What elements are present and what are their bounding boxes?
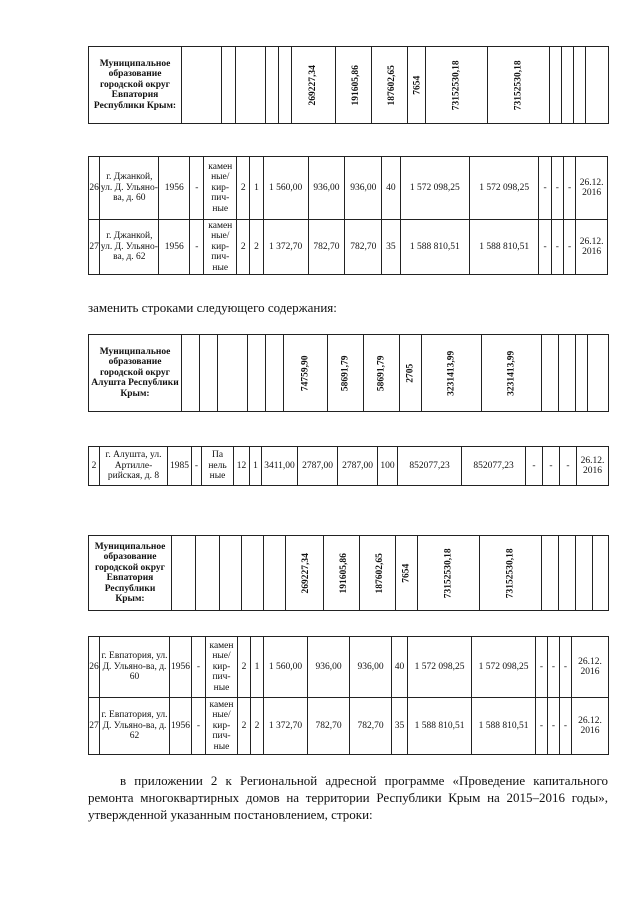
address: г. Евпатория, ул. Д. Ульяно-ва, д. 60 [100, 637, 170, 698]
cell-dash: - [190, 157, 204, 220]
residents-value: 7654 [401, 563, 412, 583]
houses-table-alushta [88, 446, 609, 486]
wall-material: Па нель ные [202, 447, 234, 486]
total-area: 1 372,70 [264, 698, 308, 755]
cost: 1 588 810,51 [472, 698, 536, 755]
cost-value: 3231413,99 [506, 350, 517, 396]
residents: 100 [378, 447, 398, 486]
wall-material: камен ные/ кир-пич-ные [204, 220, 237, 275]
residents: 40 [382, 157, 400, 220]
residents: 35 [382, 220, 400, 275]
completion-date: 26.12. 2016 [572, 698, 609, 755]
living-area: 782,70 [308, 698, 350, 755]
cell-dash: - [563, 220, 575, 275]
municipality-name: Муниципальное образование городской округ Евпатория Республики Крым: [89, 47, 182, 124]
total-area-value: 74759,90 [300, 355, 311, 391]
row-number: 26 [89, 637, 100, 698]
address: г. Алушта, ул. Артилле-рийская, д. 8 [100, 447, 168, 486]
table-row [89, 157, 608, 220]
summary-table-evpatoria-new [88, 535, 609, 611]
residents-value: 7654 [412, 75, 423, 95]
living-area: 2787,00 [338, 447, 378, 486]
living-area-value: 187602,65 [386, 64, 397, 106]
floors: 2 [237, 157, 250, 220]
cost: 852077,23 [398, 447, 462, 486]
wall-material: камен ные/ кир-пич-ные [206, 637, 238, 698]
row-number: 2 [89, 447, 100, 486]
cost-value: 73152530,18 [443, 548, 454, 598]
living-area-value: 187602,65 [374, 552, 385, 594]
living-area: 782,70 [350, 698, 392, 755]
completion-date: 26.12. 2016 [576, 157, 608, 220]
living-area: 936,00 [308, 157, 345, 220]
cost: 1 572 098,25 [469, 157, 538, 220]
summary-table-evpatoria-old [88, 46, 609, 124]
year: 1956 [170, 698, 192, 755]
year: 1956 [159, 220, 190, 275]
cell-dash: - [539, 220, 551, 275]
living-area: 936,00 [345, 157, 382, 220]
cell-dash: - [539, 157, 551, 220]
cost: 1 572 098,25 [400, 157, 469, 220]
floors: 12 [234, 447, 250, 486]
cell-dash: - [551, 220, 563, 275]
completion-date: 26.12. 2016 [572, 637, 609, 698]
floors: 2 [238, 637, 251, 698]
entrances: 1 [250, 157, 263, 220]
cell-dash: - [192, 698, 206, 755]
address: г. Евпатория, ул. Д. Ульяно-ва, д. 62 [100, 698, 170, 755]
cell-dash: - [551, 157, 563, 220]
residents: 40 [392, 637, 408, 698]
entrances: 1 [251, 637, 264, 698]
year: 1985 [168, 447, 192, 486]
cost-value: 3231413,99 [446, 350, 457, 396]
living-area: 936,00 [350, 637, 392, 698]
row-number: 27 [89, 220, 100, 275]
living-area: 936,00 [308, 637, 350, 698]
cost-value: 73152530,18 [513, 60, 524, 110]
living-area: 782,70 [308, 220, 345, 275]
total-area-value: 269227,34 [308, 64, 319, 106]
cost: 1 588 810,51 [469, 220, 538, 275]
replace-instruction: заменить строками следующего содержания: [88, 300, 337, 315]
row-number: 27 [89, 698, 100, 755]
cell-dash: - [536, 637, 548, 698]
municipality-name: Муниципальное образование городской округ Алушта Республики Крым: [89, 335, 182, 412]
living-area: 2787,00 [298, 447, 338, 486]
residents: 35 [392, 698, 408, 755]
cost-value: 73152530,18 [451, 60, 462, 110]
completion-date: 26.12. 2016 [576, 220, 608, 275]
table-row [89, 698, 609, 755]
cell-dash: - [563, 157, 575, 220]
completion-date: 26.12. 2016 [577, 447, 609, 486]
cell-dash: - [192, 637, 206, 698]
living-area-value: 58691,79 [340, 355, 351, 391]
cost: 852077,23 [462, 447, 526, 486]
total-area: 1 372,70 [263, 220, 308, 275]
living-area: 782,70 [345, 220, 382, 275]
cell-dash: - [560, 637, 572, 698]
cell-dash: - [560, 698, 572, 755]
total-area: 1 560,00 [263, 157, 308, 220]
cost: 1 572 098,25 [408, 637, 472, 698]
wall-material: камен ные/ кир-пич-ные [206, 698, 238, 755]
cell-dash: - [548, 698, 560, 755]
cost-value: 73152530,18 [505, 548, 516, 598]
appendix-paragraph: в приложении 2 к Региональной адресной программе «Проведение капитального ремонта многоквартирных домов на территории Республики Крым на 2015–2016 годы», утвержденной указанным постановлением, строки: [88, 773, 608, 822]
wall-material: камен ные/ кир-пич-ные [204, 157, 237, 220]
municipality-name: Муниципальное образование городской округ Евпатория Республики Крым: [89, 536, 172, 611]
living-area-value: 58691,79 [376, 355, 387, 391]
table-row [89, 447, 609, 486]
houses-table-dzhankoy [88, 156, 608, 275]
floors: 2 [238, 698, 251, 755]
year: 1956 [170, 637, 192, 698]
floors: 2 [237, 220, 250, 275]
total-area-value: 269227,34 [300, 552, 311, 594]
cell-dash: - [560, 447, 577, 486]
row-number: 26 [89, 157, 100, 220]
cell-dash: - [536, 698, 548, 755]
address: г. Джанкой, ул. Д. Ульяно-ва, д. 62 [100, 220, 159, 275]
cost: 1 572 098,25 [472, 637, 536, 698]
residents-value: 2705 [405, 363, 416, 383]
total-area: 3411,00 [262, 447, 298, 486]
entrances: 1 [250, 447, 262, 486]
table-row [89, 220, 608, 275]
entrances: 2 [250, 220, 263, 275]
cell-dash: - [192, 447, 202, 486]
cost: 1 588 810,51 [400, 220, 469, 275]
entrances: 2 [251, 698, 264, 755]
address: г. Джанкой, ул. Д. Ульяно-ва, д. 60 [100, 157, 159, 220]
cell-dash: - [526, 447, 543, 486]
living-area-value: 191605,86 [338, 552, 349, 594]
houses-table-evpatoria [88, 636, 609, 755]
cell-dash: - [190, 220, 204, 275]
cell-dash: - [543, 447, 560, 486]
year: 1956 [159, 157, 190, 220]
total-area: 1 560,00 [264, 637, 308, 698]
cost: 1 588 810,51 [408, 698, 472, 755]
cell-dash: - [548, 637, 560, 698]
table-row [89, 637, 609, 698]
living-area-value: 191605,86 [350, 64, 361, 106]
summary-table-alushta [88, 334, 609, 412]
